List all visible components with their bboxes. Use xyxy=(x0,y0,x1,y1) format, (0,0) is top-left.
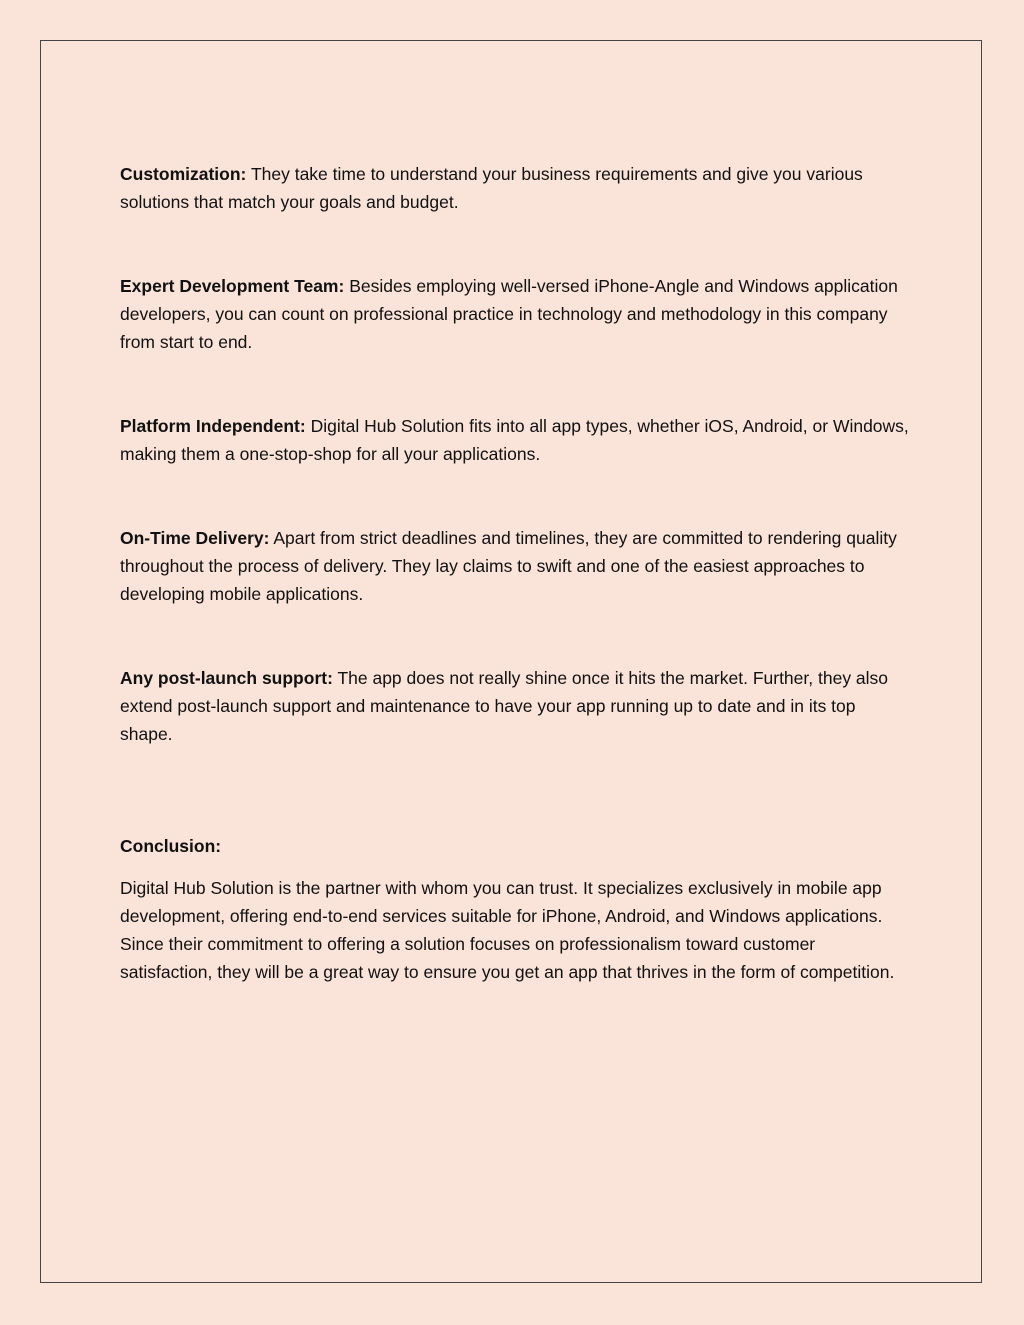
conclusion-heading: Conclusion: xyxy=(120,836,222,856)
section-heading: On-Time Delivery: xyxy=(120,528,270,548)
section-text: Apart from strict deadlines and timelines, they are committed to rendering quality throughout the process of delivery. They lay claims to swift and one of the easiest approaches to developing mobile applications. xyxy=(120,528,897,604)
section-heading: Expert Development Team: xyxy=(120,276,345,296)
section-on-time-delivery xyxy=(120,524,910,608)
section-heading: Customization: xyxy=(120,164,247,184)
section-text: The app does not really shine once it hits the market. Further, they also extend post-launch support and maintenance to have your app running up to date and in its top shape. xyxy=(120,668,889,744)
section-text: Digital Hub Solution fits into all app types, whether iOS, Android, or Windows, making them a one-stop-shop for all your applications. xyxy=(120,416,909,464)
section-text: Besides employing well-versed iPhone-Angle and Windows application developers, you can count on professional practice in technology and methodology in this company from start to end. xyxy=(120,276,898,352)
section-customization xyxy=(120,160,910,216)
section-text: They take time to understand your business requirements and give you various solutions that match your goals and budget. xyxy=(120,164,863,212)
section-platform-independent xyxy=(120,412,910,468)
section-heading: Platform Independent: xyxy=(120,416,306,436)
section-expert-development-team xyxy=(120,272,910,356)
section-post-launch-support xyxy=(120,664,910,748)
conclusion-text: Digital Hub Solution is the partner with whom you can trust. It specializes exclusively in mobile app development, offering end-to-end services suitable for iPhone, Android, and Windows applications. Since their commitment to offering a solution focuses on professionalism toward customer satisfaction, they will be a great way to ensure you get an app that thrives in the form of competition. xyxy=(120,878,895,982)
section-heading: Any post-launch support: xyxy=(120,668,333,688)
document-body xyxy=(120,160,910,986)
